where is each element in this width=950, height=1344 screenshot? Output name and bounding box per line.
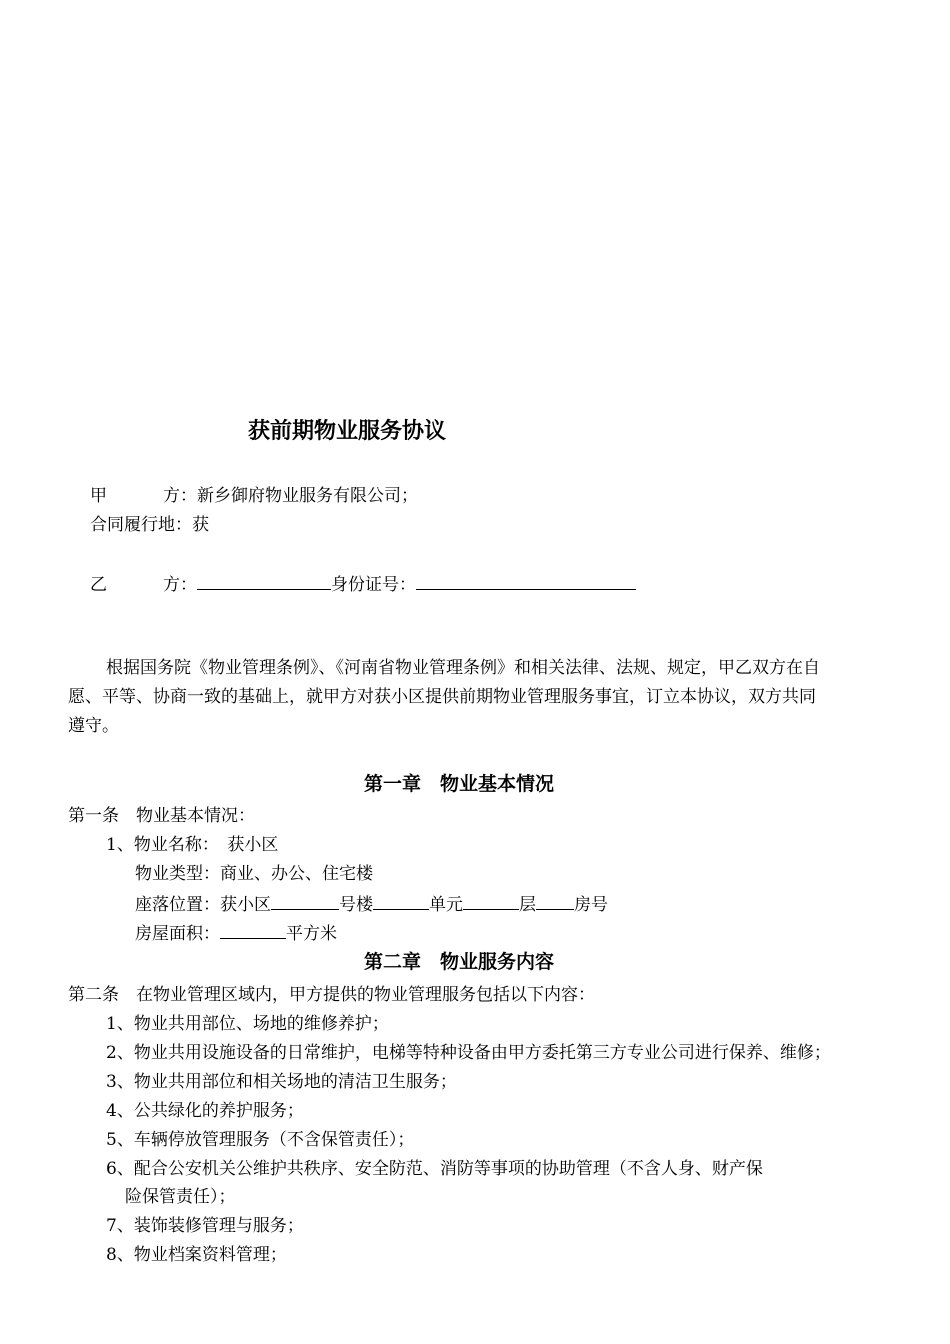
floor-blank[interactable] (463, 892, 519, 910)
location-line (135, 892, 608, 916)
id-number-label: 身份证号： (331, 575, 416, 595)
article-1: 第一条 物业基本情况： (68, 806, 255, 826)
service-item-5: 5、车辆停放管理服务（不含保管责任）； (106, 1130, 415, 1150)
preamble-line-1: 根据国务院《物业管理条例》、《河南省物业管理条例》和相关法律、法规、规定，甲乙双方在自 (106, 658, 820, 678)
party-b-label: 乙 (90, 575, 107, 595)
service-item-6-continued: 险保管责任）； (125, 1187, 236, 1207)
article-2: 第二条 在物业管理区域内，甲方提供的物业管理服务包括以下内容： (68, 985, 595, 1005)
party-a-label-suffix: 方： (163, 486, 197, 506)
party-b-name-blank[interactable] (197, 572, 331, 590)
room-label: 房号 (574, 895, 608, 915)
unit-blank[interactable] (373, 892, 429, 910)
preamble-line-3: 遵守。 (68, 716, 119, 736)
property-type: 物业类型：商业、办公、住宅楼 (135, 864, 373, 884)
preamble-line-2: 愿、平等、协商一致的基础上，就甲方对获小区提供前期物业管理服务事宜，订立本协议，双方共同 (68, 687, 816, 707)
building-blank[interactable] (271, 892, 339, 910)
service-item-6: 6、配合公安机关公维护共秩序、安全防范、消防等事项的协助管理（不含人身、财产保 (106, 1159, 763, 1179)
service-item-7: 7、装饰装修管理与服务； (106, 1216, 304, 1236)
room-blank[interactable] (536, 892, 574, 910)
party-b-label-suffix: 方： (163, 575, 197, 595)
contract-place-line: 合同履行地：获 (90, 515, 209, 535)
service-item-3: 3、物业共用部位和相关场地的清洁卫生服务； (106, 1072, 457, 1092)
area-line (135, 921, 337, 945)
area-label: 房屋面积： (135, 924, 220, 944)
area-unit: 平方米 (286, 924, 337, 944)
party-a-value: 新乡御府物业服务有限公司； (197, 486, 418, 506)
service-item-8: 8、物业档案资料管理； (106, 1245, 287, 1265)
chapter-1-heading: 第一章 物业基本情况 (364, 773, 555, 795)
service-item-4: 4、公共绿化的养护服务； (106, 1101, 304, 1121)
id-number-blank[interactable] (416, 572, 636, 590)
building-label: 号楼 (339, 895, 373, 915)
party-a-line (90, 485, 418, 507)
unit-label: 单元 (429, 895, 463, 915)
floor-label: 层 (519, 895, 536, 915)
property-name: 1、物业名称： 获小区 (106, 835, 279, 855)
party-b-line (90, 572, 636, 596)
chapter-2-heading: 第二章 物业服务内容 (364, 951, 555, 973)
area-blank[interactable] (220, 921, 286, 939)
document-title: 获前期物业服务协议 (248, 419, 447, 444)
service-item-2: 2、物业共用设施设备的日常维护，电梯等特种设备由甲方委托第三方专业公司进行保养、维修； (106, 1043, 831, 1063)
location-label: 座落位置：获小区 (135, 895, 271, 915)
service-item-1: 1、物业共用部位、场地的维修养护； (106, 1014, 389, 1034)
party-a-label: 甲 (90, 486, 107, 506)
